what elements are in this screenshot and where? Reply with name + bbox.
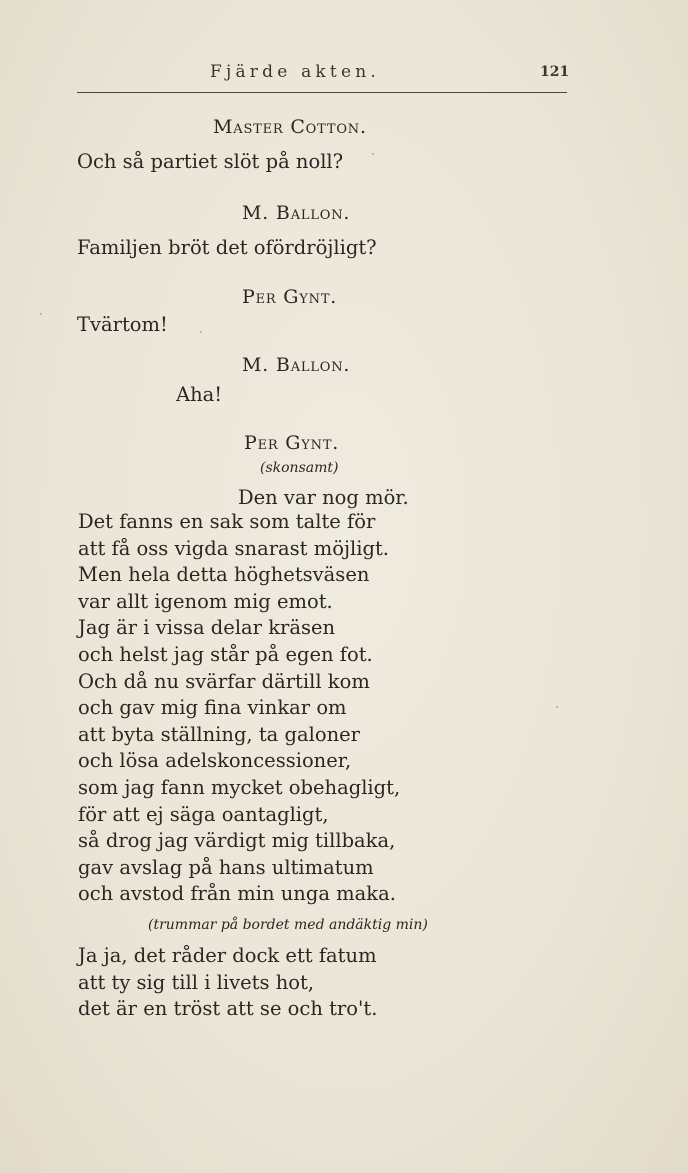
verse-line: och lösa adelskoncessioner, [78, 749, 352, 773]
header-rule [77, 92, 567, 93]
verse-line: och avstod från min unga maka. [78, 882, 396, 906]
verse-line: så drog jag värdigt mig tillbaka, [78, 829, 396, 853]
speaker-m-ballon: M. Ballon. [242, 354, 351, 376]
verse-line: Men hela detta höghetsväsen [78, 563, 370, 587]
paper-speck [372, 153, 374, 155]
verse-line: Det fanns en sak som talte för [78, 510, 376, 533]
verse-line: var allt igenom mig emot. [78, 589, 333, 613]
verse-line: att ty sig till i livets hot, [78, 970, 315, 994]
speaker-per-gynt: Per Gynt. [244, 432, 340, 454]
speaker-per-gynt: Per Gynt. [242, 286, 338, 308]
verse-line: Jag är i vissa delar kräsen [78, 616, 336, 640]
verse-line: som jag fann mycket obehagligt, [78, 775, 401, 799]
speech-line: Familjen bröt det ofördröjligt? [77, 236, 377, 259]
verse-line: att få oss vigda snarast möjligt. [78, 536, 389, 560]
verse-line: gav avslag på hans ultimatum [78, 855, 374, 879]
verse-block [78, 509, 400, 908]
speaker-master-cotton: Master Cotton. [213, 116, 367, 138]
running-head: Fjärde akten. [210, 62, 380, 82]
verse-line: för att ej säga oantagligt, [78, 802, 329, 826]
stage-direction: (trummar på bordet med andäktig min) [148, 917, 428, 933]
page-number: 121 [540, 64, 570, 80]
paper-speck [40, 313, 42, 315]
verse-block [78, 943, 377, 1023]
verse-line: att byta ställning, ta galoner [78, 722, 360, 746]
verse-line: Ja ja, det råder dock ett fatum [78, 944, 377, 967]
verse-line: och gav mig fina vinkar om [78, 696, 347, 720]
verse-line: det är en tröst att se och tro't. [78, 997, 378, 1021]
stage-direction: (skonsamt) [260, 460, 339, 476]
paper-speck [556, 706, 558, 708]
speech-line: Tvärtom! [77, 313, 168, 336]
paper-speck [200, 331, 202, 333]
speech-line: Aha! [176, 383, 223, 406]
speech-line: Och så partiet slöt på noll? [77, 150, 344, 173]
verse-line: och helst jag står på egen fot. [78, 642, 373, 666]
speech-line: Den var nog mör. [238, 486, 409, 509]
verse-line: Och då nu svärfar därtill kom [78, 669, 370, 693]
speaker-m-ballon: M. Ballon. [242, 202, 351, 224]
